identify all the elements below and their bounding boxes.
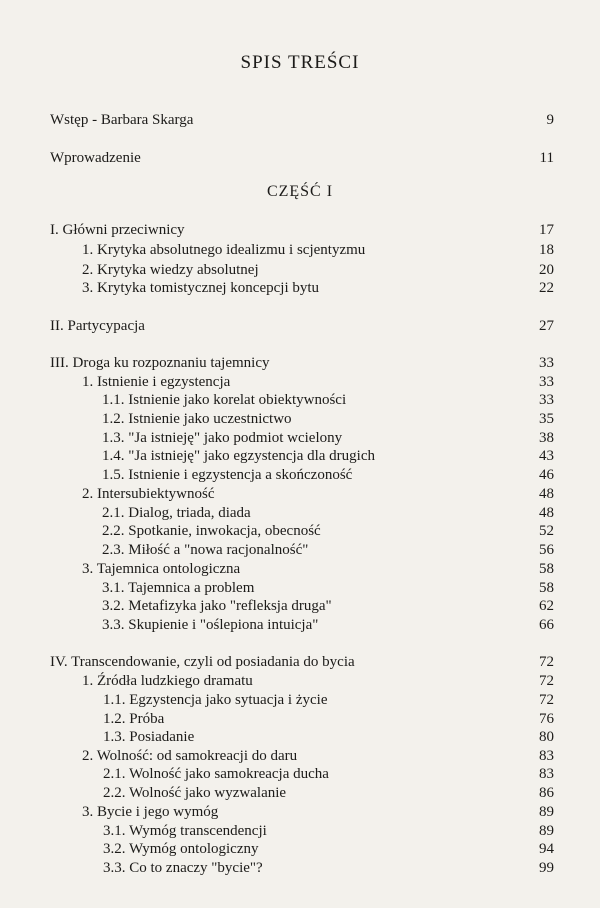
entry-title: 1.2. Istnienie jako uczestnictwo <box>102 411 292 427</box>
toc-entry <box>50 652 554 672</box>
entry-title: 3. Bycie i jego wymóg <box>82 804 219 820</box>
toc-entry <box>102 615 554 635</box>
toc-entry <box>103 839 554 859</box>
entry-title: 3.1. Wymóg transcendencji <box>103 823 267 839</box>
toc-entry <box>102 596 554 616</box>
entry-title: 2. Krytyka wiedzy absolutnej <box>82 262 259 278</box>
toc-entry <box>102 540 554 560</box>
entry-title: Wprowadzenie <box>50 150 141 166</box>
toc-entry <box>50 220 554 240</box>
entry-page: 83 <box>539 766 554 782</box>
entry-page: 20 <box>539 262 554 278</box>
entry-page: 72 <box>539 692 554 708</box>
entry-title: 2.1. Wolność jako samokreacja ducha <box>103 766 329 782</box>
entry-title: I. Główni przeciwnicy <box>50 222 185 238</box>
toc-entry <box>102 503 554 523</box>
entry-title: III. Droga ku rozpoznaniu tajemnicy <box>50 355 270 371</box>
entry-page: 89 <box>539 823 554 839</box>
entry-page: 66 <box>539 617 554 633</box>
entry-page: 99 <box>539 860 554 876</box>
entry-page: 48 <box>539 505 554 521</box>
entry-page: 17 <box>539 222 554 238</box>
entry-page: 52 <box>539 523 554 539</box>
entry-title: 1. Istnienie i egzystencja <box>82 374 231 390</box>
entry-title: 1.5. Istnienie i egzystencja a skończoność <box>102 467 353 483</box>
toc-entry <box>82 746 554 766</box>
entry-page: 18 <box>539 242 554 258</box>
entry-page: 94 <box>539 841 554 857</box>
toc-entry <box>82 240 554 260</box>
toc-entry <box>82 671 554 691</box>
entry-page: 76 <box>539 711 554 727</box>
entry-page: 33 <box>539 392 554 408</box>
entry-title: 3. Tajemnica ontologiczna <box>82 561 241 577</box>
entry-title: 3.3. Co to znaczy "bycie"? <box>103 860 263 876</box>
toc-entry <box>50 148 554 168</box>
toc-entry <box>102 578 554 598</box>
entry-title: 1.1. Egzystencja jako sytuacja i życie <box>103 692 328 708</box>
entry-page: 22 <box>539 280 554 296</box>
entry-title: II. Partycypacja <box>50 318 145 334</box>
entry-page: 58 <box>539 580 554 596</box>
toc-entry <box>50 353 554 373</box>
toc-entry <box>82 559 554 579</box>
toc-entry <box>82 372 554 392</box>
entry-page: 27 <box>539 318 554 334</box>
entry-title: IV. Transcendowanie, czyli od posiadania do bycia <box>50 654 355 670</box>
entry-page: 62 <box>539 598 554 614</box>
toc-entry <box>102 428 554 448</box>
entry-page: 33 <box>539 355 554 371</box>
entry-page: 80 <box>539 729 554 745</box>
entry-title: 1.4. "Ja istnieję" jako egzystencja dla drugich <box>102 448 375 464</box>
toc-entry <box>50 110 554 130</box>
entry-page: 72 <box>539 654 554 670</box>
entry-title: 3.1. Tajemnica a problem <box>102 580 255 596</box>
toc-entry <box>103 858 554 878</box>
entry-title: 2.1. Dialog, triada, diada <box>102 505 251 521</box>
entry-title: 1.1. Istnienie jako korelat obiektywności <box>102 392 347 408</box>
entry-page: 38 <box>539 430 554 446</box>
toc-entry <box>103 727 554 747</box>
entry-title: 1.3. "Ja istnieję" jako podmiot wcielony <box>102 430 343 446</box>
entry-page: 83 <box>539 748 554 764</box>
entry-page: 46 <box>539 467 554 483</box>
entry-title: 1.2. Próba <box>103 711 165 727</box>
entry-title: Wstęp - Barbara Skarga <box>50 112 194 128</box>
entry-page: 56 <box>539 542 554 558</box>
entry-title: 2. Intersubiektywność <box>82 486 215 502</box>
toc-entry <box>82 260 554 280</box>
entry-title: 1. Źródła ludzkiego dramatu <box>82 673 253 689</box>
entry-title: 1.3. Posiadanie <box>103 729 195 745</box>
entry-title: 2. Wolność: od samokreacji do daru <box>82 748 298 764</box>
toc-entry <box>103 783 554 803</box>
entry-page: 43 <box>539 448 554 464</box>
toc-entry <box>103 821 554 841</box>
entry-page: 72 <box>539 673 554 689</box>
entry-page: 11 <box>539 150 554 166</box>
entry-page: 33 <box>539 374 554 390</box>
toc-entry <box>102 446 554 466</box>
toc-entry <box>103 764 554 784</box>
toc-entry <box>102 390 554 410</box>
toc-entry <box>102 465 554 485</box>
entry-title: 2.3. Miłość a "nowa racjonalność" <box>102 542 309 558</box>
entry-page: 48 <box>539 486 554 502</box>
entry-title: 3. Krytyka tomistycznej koncepcji bytu <box>82 280 320 296</box>
toc-entry <box>82 802 554 822</box>
toc-entry <box>82 484 554 504</box>
entry-page: 58 <box>539 561 554 577</box>
toc-entry <box>102 409 554 429</box>
entry-title: 3.2. Metafizyka jako "refleksja druga" <box>102 598 332 614</box>
toc-heading: SPIS TREŚCI <box>240 52 360 73</box>
toc-entry <box>82 278 554 298</box>
entry-title: 3.3. Skupienie i "oślepiona intuicja" <box>102 617 319 633</box>
entry-title: 2.2. Spotkanie, inwokacja, obecność <box>102 523 321 539</box>
entry-page: 9 <box>546 112 554 128</box>
toc-entry <box>50 316 554 336</box>
toc-entry <box>103 690 554 710</box>
entry-title: 1. Krytyka absolutnego idealizmu i scjentyzmu <box>82 242 366 258</box>
entry-page: 35 <box>539 411 554 427</box>
part-heading: CZĘŚĆ I <box>266 183 334 200</box>
entry-title: 3.2. Wymóg ontologiczny <box>103 841 259 857</box>
entry-page: 86 <box>539 785 554 801</box>
entry-page: 89 <box>539 804 554 820</box>
entry-title: 2.2. Wolność jako wyzwalanie <box>103 785 287 801</box>
toc-entry <box>103 709 554 729</box>
toc-entry <box>102 521 554 541</box>
